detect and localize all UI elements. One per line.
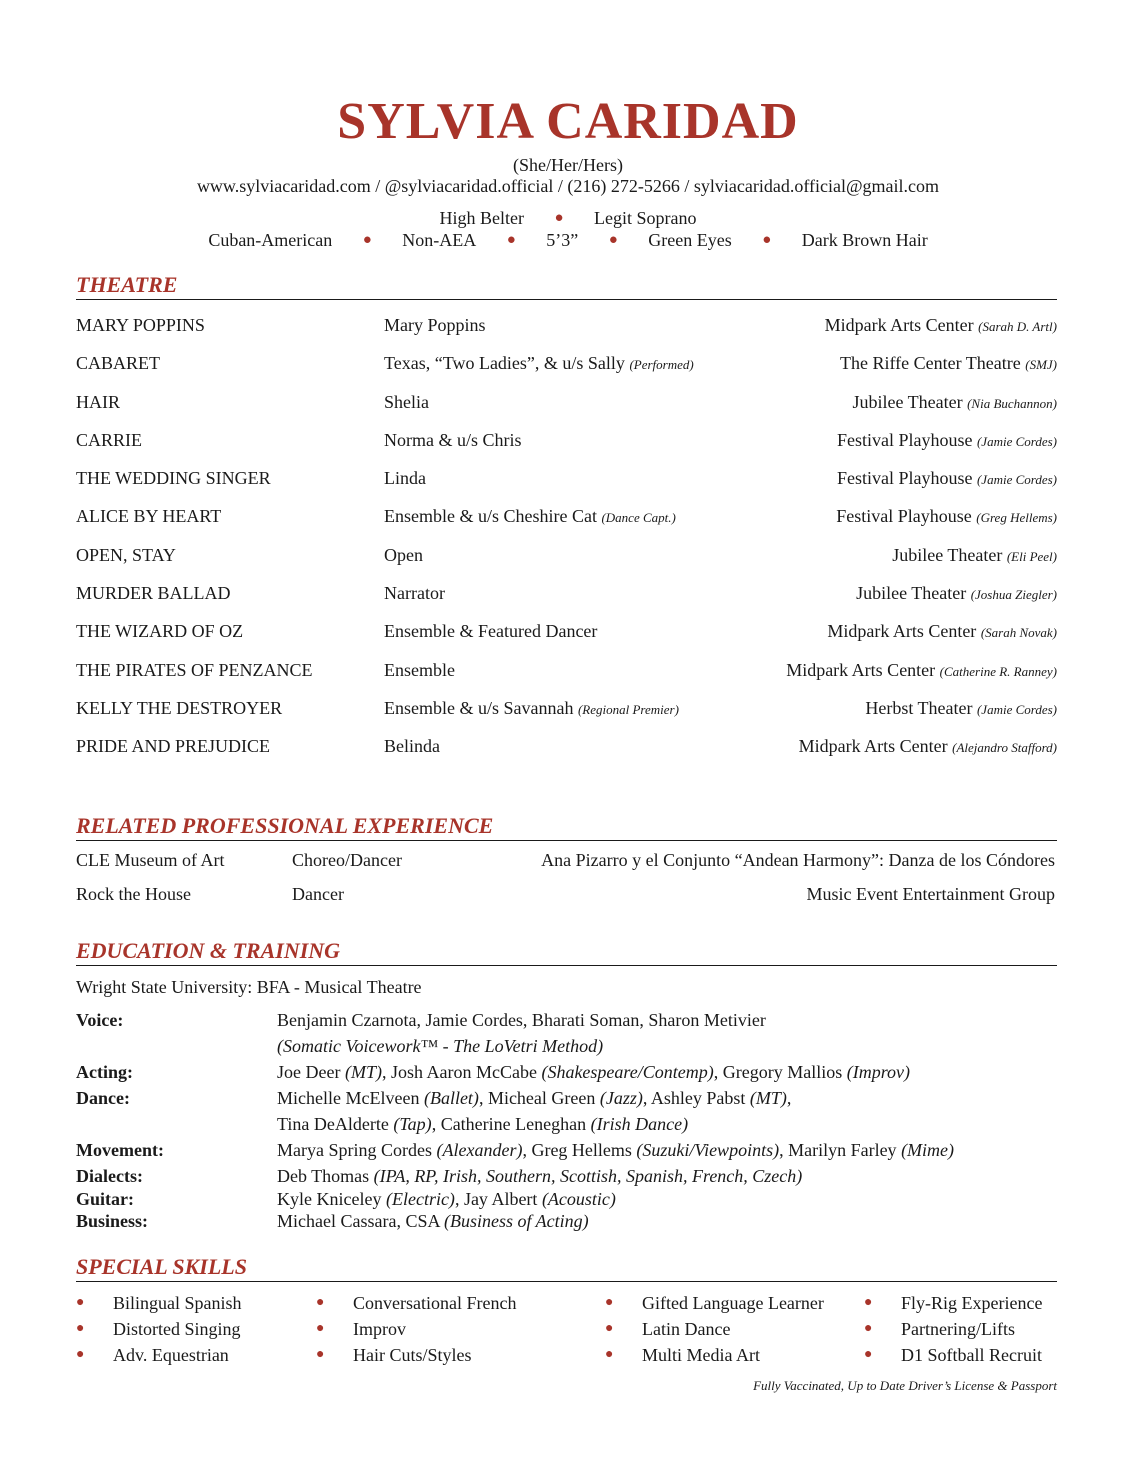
role: Belinda [384, 736, 440, 756]
training-label: Business: [76, 1211, 149, 1231]
bullet-icon: ● [864, 1347, 873, 1362]
training-label: Movement: [76, 1140, 164, 1160]
role: Open [384, 545, 423, 565]
training-value: Deb Thomas (IPA, RP, Irish, Southern, Scottish, Spanish, French, Czech) [277, 1166, 803, 1186]
bullet-icon: ● [864, 1321, 873, 1336]
training-value: Joe Deer (MT), Josh Aaron McCabe (Shakespeare/Contemp), Gregory Mallios (Improv) [277, 1062, 911, 1082]
role: Narrator [384, 583, 445, 603]
director: (Alejandro Stafford) [952, 740, 1057, 755]
bullet-icon: ● [506, 232, 516, 248]
theatre-row [76, 313, 1057, 337]
role: Texas, “Two Ladies”, & u/s Sally (Performed) [384, 353, 694, 373]
director: (Jamie Cordes) [976, 702, 1057, 717]
related-detail: Ana Pizarro y el Conjunto “Andean Harmony”: Danza de los Cóndores [541, 850, 1055, 870]
training-value: Tina DeAlderte (Tap), Catherine Leneghan (Irish Dance) [277, 1114, 689, 1134]
related-detail: Music Event Entertainment Group [806, 884, 1055, 904]
show-title: THE PIRATES OF PENZANCE [76, 660, 313, 680]
director: (Catherine R. Ranney) [939, 664, 1057, 679]
show-title: OPEN, STAY [76, 545, 176, 565]
training-label: Dialects: [76, 1166, 143, 1186]
attribute: Dark Brown Hair [801, 230, 928, 250]
role: Mary Poppins [384, 315, 486, 335]
theatre-row [76, 734, 1057, 758]
bullet-icon: ● [605, 1321, 614, 1336]
training-label: Dance: [76, 1088, 130, 1108]
resume-name: SYLVIA CARIDAD [337, 93, 799, 150]
theatre-row [76, 543, 1057, 567]
venue: Jubilee Theater (Nia Buchannon) [852, 392, 1057, 412]
pronouns: (She/Her/Hers) [513, 155, 623, 175]
contact-line: www.sylviacaridad.com / @sylviacaridad.official / (216) 272-5266 / sylviacaridad.official@gmail.com [196, 176, 940, 196]
bullet-icon: ● [762, 232, 772, 248]
show-title: HAIR [76, 392, 120, 412]
training-value: Benjamin Czarnota, Jamie Cordes, Bharati Soman, Sharon Metivier [277, 1010, 766, 1030]
training-value: Michael Cassara, CSA (Business of Acting) [277, 1211, 589, 1231]
show-title: MURDER BALLAD [76, 583, 231, 603]
venue: Jubilee Theater (Joshua Ziegler) [856, 583, 1057, 603]
show-title: CARRIE [76, 430, 143, 450]
show-title: KELLY THE DESTROYER [76, 698, 283, 718]
related-place: Rock the House [76, 884, 191, 904]
bullet-icon: ● [316, 1347, 325, 1362]
theatre-row [76, 619, 1057, 643]
bullet-icon: ● [605, 1295, 614, 1310]
attribute: 5’3” [546, 230, 579, 250]
role: Norma & u/s Chris [384, 430, 522, 450]
director: (Sarah D. Artl) [978, 319, 1057, 334]
training-value: (Somatic Voicework™ - The LoVetri Method) [277, 1036, 604, 1056]
show-title: MARY POPPINS [76, 315, 205, 335]
director: (Jamie Cordes) [976, 472, 1057, 487]
attribute: Non-AEA [402, 230, 477, 250]
theatre-row [76, 428, 1057, 452]
related-row [76, 848, 1057, 872]
bullet-icon: ● [362, 232, 372, 248]
theatre-row [76, 581, 1057, 605]
bullet-icon: ● [76, 1321, 85, 1336]
training-value: Kyle Kniceley (Electric), Jay Albert (Acoustic) [277, 1189, 616, 1209]
role: Ensemble [384, 660, 455, 680]
show-title: PRIDE AND PREJUDICE [76, 736, 271, 756]
director: (SMJ) [1025, 357, 1057, 372]
theatre-row [76, 504, 1057, 528]
venue: Festival Playhouse (Greg Hellems) [836, 506, 1057, 526]
bullet-icon: ● [605, 1347, 614, 1362]
director: (Sarah Novak) [980, 625, 1057, 640]
voice-types-row [0, 207, 1136, 229]
related-heading: RELATED PROFESSIONAL EXPERIENCE [76, 813, 1057, 841]
role: Linda [384, 468, 426, 488]
show-title: ALICE BY HEART [76, 506, 222, 526]
education-school: Wright State University: BFA - Musical Theatre [76, 977, 422, 997]
education-heading: EDUCATION & TRAINING [76, 938, 1057, 966]
bullet-icon: ● [76, 1347, 85, 1362]
attribute: Cuban-American [208, 230, 333, 250]
training-value: Marya Spring Cordes (Alexander), Greg Hellems (Suzuki/Viewpoints), Marilyn Farley (Mime) [277, 1140, 955, 1160]
show-title: THE WIZARD OF OZ [76, 621, 244, 641]
show-title: THE WEDDING SINGER [76, 468, 271, 488]
attribute: Green Eyes [648, 230, 732, 250]
theatre-row [76, 390, 1057, 414]
director: (Nia Buchannon) [967, 396, 1057, 411]
venue: Midpark Arts Center (Sarah D. Artl) [824, 315, 1057, 335]
venue: Festival Playhouse (Jamie Cordes) [836, 430, 1057, 450]
training-label: Acting: [76, 1062, 133, 1082]
related-row [76, 882, 1057, 906]
bullet-icon: ● [554, 210, 564, 226]
related-role: Dancer [292, 884, 344, 904]
training-value: Michelle McElveen (Ballet), Micheal Green (Jazz), Ashley Pabst (MT), [277, 1088, 792, 1108]
venue: Midpark Arts Center (Alejandro Stafford) [798, 736, 1057, 756]
venue: Jubilee Theater (Eli Peel) [892, 545, 1057, 565]
attributes-row [0, 229, 1136, 251]
training-label: Guitar: [76, 1189, 134, 1209]
related-place: CLE Museum of Art [76, 850, 225, 870]
skills-heading: SPECIAL SKILLS [76, 1254, 1057, 1282]
venue: The Riffe Center Theatre (SMJ) [839, 353, 1057, 373]
venue: Midpark Arts Center (Sarah Novak) [827, 621, 1057, 641]
theatre-heading: THEATRE [76, 272, 1057, 300]
role: Shelia [384, 392, 429, 412]
bullet-icon: ● [316, 1295, 325, 1310]
theatre-row [76, 466, 1057, 490]
venue: Midpark Arts Center (Catherine R. Ranney) [786, 660, 1057, 680]
training-label: Voice: [76, 1010, 124, 1030]
voice-type: Legit Soprano [594, 208, 697, 228]
theatre-row [76, 351, 1057, 375]
theatre-row [76, 696, 1057, 720]
role: Ensemble & u/s Cheshire Cat (Dance Capt.) [384, 506, 676, 526]
voice-type: High Belter [439, 208, 524, 228]
bullet-icon: ● [76, 1295, 85, 1310]
role: Ensemble & u/s Savannah (Regional Premier) [384, 698, 679, 718]
skills-footnote: Fully Vaccinated, Up to Date Driver’s License & Passport [753, 1378, 1057, 1393]
bullet-icon: ● [316, 1321, 325, 1336]
director: (Greg Hellems) [976, 510, 1057, 525]
director: (Joshua Ziegler) [970, 587, 1057, 602]
venue: Herbst Theater (Jamie Cordes) [865, 698, 1057, 718]
bullet-icon: ● [864, 1295, 873, 1310]
theatre-row [76, 658, 1057, 682]
venue: Festival Playhouse (Jamie Cordes) [836, 468, 1057, 488]
resume-page: SYLVIA CARIDAD (She/Her/Hers) www.sylviacaridad.com / @sylviacaridad.official / (216) 272-5266 / sylviacaridad.official@gmail.com High Belter ● Legit Soprano Cuban-American ● Non-AEA ● 5’3” ● Green Eyes ● Dark Brown Hair THEATRE MARY POPPINS Mary Poppins Midpark Arts Center (Sarah D. Artl) CABARET Texas, “Two Ladies”, & u/s Sally (Performed) The Riffe Center Theatre (SMJ) HAIR Shelia Jubilee Theater (Nia Buchannon) CARRIE Norma & u/s Chris Festival Playhouse (Jamie Cordes) THE WEDDING SINGER Linda Festival Playhouse (Jamie Cordes) ALICE BY HEART Ensemble & u/s Cheshire Cat (Dance Capt.) Festival Playhouse (Greg Hellems) OPEN, STAY Open Jubilee Theater (Eli Peel) MURDER BALLAD Narrator Jubilee Theater (Joshua Ziegler) THE WIZARD OF OZ Ensemble & Featured Dancer Midpark Arts Center (Sarah Novak) THE PIRATES OF PENZANCE Ensemble Midpark Arts Center (Catherine R. Ranney) KELLY THE DESTROYER Ensemble & u/s Savannah (Regional Premier) Herbst Theater (Jamie Cordes) PRIDE AND PREJUDICE Belinda Midpark Arts Center (Alejandro Stafford) RELATED PROFESSIONAL EXPERIENCE CLE Museum of Art Choreo/Dancer Ana Pizarro y el Conjunto “Andean Harmony”: Danza de los Cóndores Rock the House Dancer Music Event Entertainment Group EDUCATION & TRAINING Wright State University: BFA - Musical Theatre Voice: Benjamin Czarnota, Jamie Cordes, Bharati Soman, Sharon Metivier (Somatic Voicework™ - The LoVetri Method) Acting: Joe Deer (MT), Josh Aaron McCabe (Shakespeare/Contemp), Gregory Mallios (Improv) Dance: Michelle McElveen (Ballet), Micheal Green (Jazz), Ashley Pabst (MT), Tina DeAlderte (Tap), Catherine Leneghan (Irish Dance) Movement: Marya Spring Cordes (Alexander), Greg Hellems (Suzuki/Viewpoints), Marilyn Farley (Mime) Dialects: Deb Thomas (IPA, RP, Irish, Southern, Scottish, Spanish, French, Czech) Guitar: Kyle Kniceley (Electric), Jay Albert (Acoustic) Business: Michael Cassara, CSA (Business of Acting) SPECIAL SKILLS ● Bilingual Spanish ● Distorted Singing ● Adv. Equestrian ● Conversational French ● Improv ● Hair Cuts/Styles ● Gifted Language Learner ● Latin Dance ● Multi Media Art ● Fly-Rig Experience ● Partnering/Lifts ● D1 Softball Recruit Fully Vaccinated, Up to Date Driver’s License & Passport [0, 0, 1136, 1470]
role: Ensemble & Featured Dancer [384, 621, 598, 641]
show-title: CABARET [76, 353, 161, 373]
director: (Eli Peel) [1006, 549, 1057, 564]
bullet-icon: ● [608, 232, 618, 248]
director: (Jamie Cordes) [976, 434, 1057, 449]
related-role: Choreo/Dancer [292, 850, 402, 870]
